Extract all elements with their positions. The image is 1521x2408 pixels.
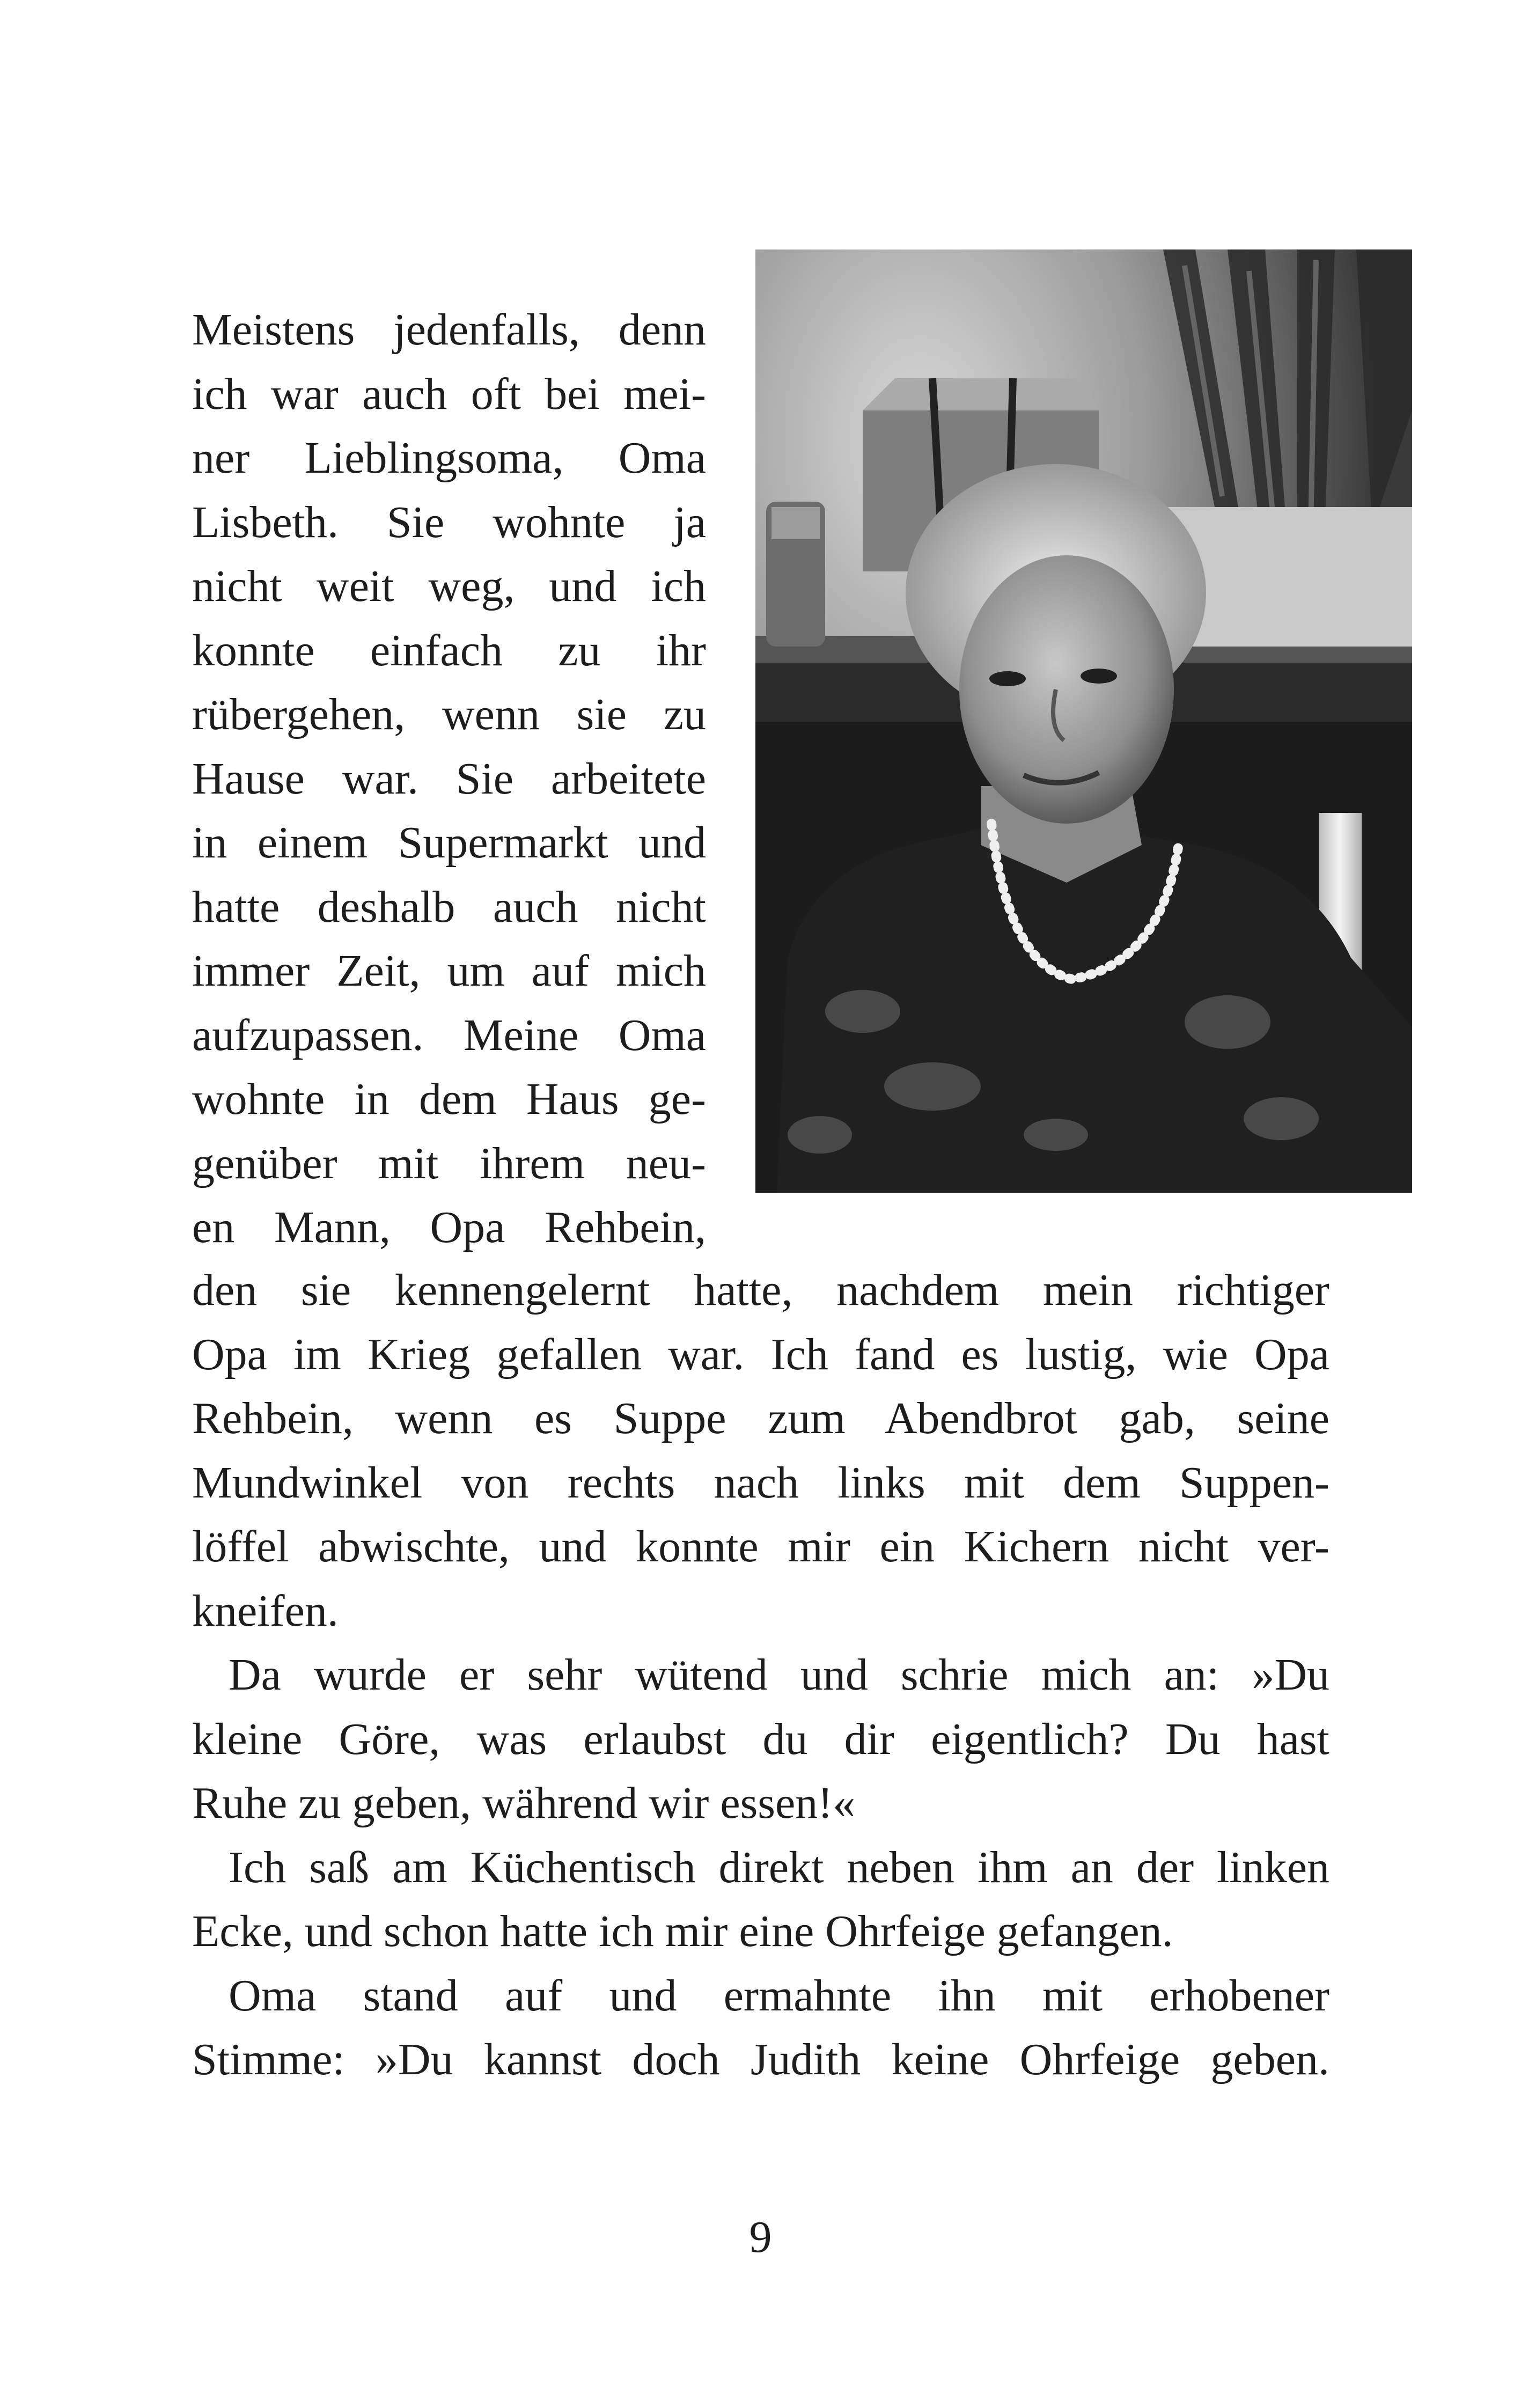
text-line: Stimme: »Du kannst doch Judith keine Ohrfeige geben.	[192, 2035, 1329, 2084]
full-width-text	[192, 1258, 1329, 2092]
text-line: ich war auch oft bei mei-	[192, 369, 706, 419]
text-line: Rehbein, wenn es Suppe zum Abendbrot gab, seine	[192, 1393, 1329, 1443]
text-line: in einem Supermarkt und	[192, 818, 706, 868]
text-line: den sie kennengelernt hatte, nachdem mein richtiger	[192, 1265, 1329, 1315]
text-line: Lisbeth. Sie wohnte ja	[192, 497, 706, 547]
text-line: Hause war. Sie arbeitete	[192, 753, 706, 804]
text-line: immer Zeit, um auf mich	[192, 946, 706, 996]
text-line: kneifen.	[192, 1585, 339, 1636]
text-line: Ich saß am Küchentisch direkt neben ihm an der linken	[229, 1842, 1329, 1892]
text-line: wohnte in dem Haus ge-	[192, 1074, 706, 1124]
text-line: löffel abwischte, und konnte mir ein Kichern nicht ver-	[192, 1522, 1329, 1572]
text-line: Da wurde er sehr wütend und schrie mich an: »Du	[229, 1650, 1329, 1700]
text-line: nicht weit weg, und ich	[192, 561, 706, 611]
text-line: en Mann, Opa Rehbein,	[192, 1202, 706, 1252]
text-line: rübergehen, wenn sie zu	[192, 689, 706, 739]
portrait-photo	[755, 249, 1412, 1193]
text-line: Ruhe zu geben, während wir essen!«	[192, 1778, 856, 1828]
text-line: Ecke, und schon hatte ich mir eine Ohrfeige gefangen.	[192, 1906, 1173, 1956]
text-line: Opa im Krieg gefallen war. Ich fand es lustig, wie Opa	[192, 1329, 1329, 1379]
text-line: Mundwinkel von rechts nach links mit dem Suppen-	[192, 1457, 1329, 1508]
text-line: Meistens jedenfalls, denn	[192, 305, 706, 355]
text-line: kleine Göre, was erlaubst du dir eigentlich? Du hast	[192, 1714, 1329, 1764]
text-line: konnte einfach zu ihr	[192, 625, 706, 676]
text-line: genüber mit ihrem neu-	[192, 1138, 706, 1188]
text-line: ner Lieblingsoma, Oma	[192, 433, 706, 483]
page-number: 9	[749, 2212, 772, 2262]
text-line: aufzupassen. Meine Oma	[192, 1010, 706, 1060]
text-line: hatte deshalb auch nicht	[192, 882, 706, 932]
wrapped-paragraph	[192, 298, 706, 1260]
text-line: Oma stand auf und ermahnte ihn mit erhobener	[229, 1970, 1329, 2021]
